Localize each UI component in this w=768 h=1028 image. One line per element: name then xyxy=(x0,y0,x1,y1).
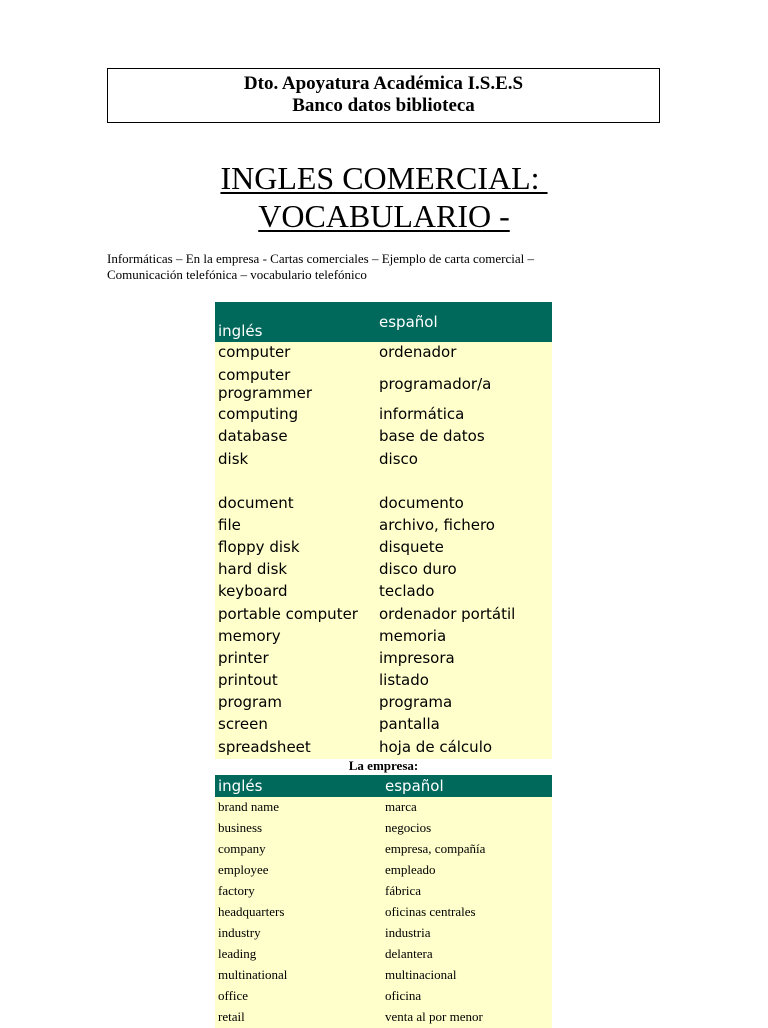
table-row xyxy=(215,986,552,1007)
topics-list xyxy=(107,251,667,283)
term-es: industria xyxy=(385,925,431,940)
table-row xyxy=(215,449,552,493)
table-row xyxy=(215,692,552,714)
term-en: floppy disk xyxy=(218,537,300,556)
table-body xyxy=(215,342,552,759)
term-es: disco duro xyxy=(379,560,457,579)
term-en: leading xyxy=(218,946,257,961)
table-header xyxy=(215,302,552,342)
table-row xyxy=(215,818,552,839)
table-row xyxy=(215,404,552,426)
term-es: base de datos xyxy=(379,427,485,446)
section-title-la-empresa: La empresa: xyxy=(348,758,419,773)
term-en: brand name xyxy=(218,799,280,814)
term-es: venta al por menor xyxy=(385,1009,483,1024)
term-en: spreadsheet xyxy=(218,737,311,756)
term-en: printer xyxy=(218,648,269,667)
term-en: computing xyxy=(218,405,299,424)
term-es: informática xyxy=(379,405,465,424)
table-row xyxy=(215,648,552,670)
table-row xyxy=(215,342,552,364)
term-en: memory xyxy=(218,626,281,645)
vocabulary-table-informatica xyxy=(215,302,552,759)
term-es: listado xyxy=(379,671,429,690)
term-en: document xyxy=(218,493,294,512)
term-en: printout xyxy=(218,671,278,690)
term-es: documento xyxy=(379,493,464,512)
table-row xyxy=(215,923,552,944)
table-row xyxy=(215,839,552,860)
table-body xyxy=(215,797,552,1028)
term-en: industry xyxy=(218,925,261,940)
column-header-espanol: español xyxy=(379,313,438,331)
table-row xyxy=(215,797,552,818)
term-en: disk xyxy=(218,449,249,468)
column-header-ingles: inglés xyxy=(218,322,263,340)
table-row xyxy=(215,493,552,515)
term-en: program xyxy=(218,693,283,712)
term-en: hard disk xyxy=(218,560,288,579)
term-en: keyboard xyxy=(218,582,288,601)
term-en: multinational xyxy=(218,967,288,982)
term-en: factory xyxy=(218,883,255,898)
term-en: business xyxy=(218,820,263,835)
term-es: oficina xyxy=(385,988,422,1003)
table-row xyxy=(215,737,552,759)
term-es: marca xyxy=(385,799,417,814)
table-row xyxy=(215,515,552,537)
topics-line-1: Informáticas – En la empresa - Cartas comerciales – Ejemplo de carta comercial – xyxy=(107,251,535,266)
term-es: empresa, compañía xyxy=(385,841,486,856)
term-en: retail xyxy=(218,1009,245,1024)
table-header xyxy=(215,775,552,797)
term-es: hoja de cálculo xyxy=(379,737,493,756)
table-row xyxy=(215,537,552,559)
term-en: portable computer xyxy=(218,604,358,623)
term-es: multinacional xyxy=(385,967,457,982)
table-row xyxy=(215,559,552,581)
table-row xyxy=(215,944,552,965)
term-en: computer xyxy=(218,343,291,361)
table-row xyxy=(215,1007,552,1028)
table-row xyxy=(215,860,552,881)
column-header-espanol: español xyxy=(385,777,444,795)
term-en: computer programmer xyxy=(218,366,313,403)
library-name: Banco datos biblioteca xyxy=(292,95,475,116)
term-en: file xyxy=(218,515,241,534)
page-title-line-2: VOCABULARIO - xyxy=(258,198,510,234)
term-es: delantera xyxy=(385,946,433,961)
column-header-ingles: inglés xyxy=(218,777,263,795)
table-row xyxy=(215,426,552,448)
table-row xyxy=(215,902,552,923)
term-es: ordenador portátil xyxy=(379,604,516,623)
table-row xyxy=(215,714,552,736)
header-box xyxy=(107,68,660,123)
term-es: empleado xyxy=(385,862,436,877)
table-row xyxy=(215,626,552,648)
term-es: fábrica xyxy=(385,883,422,898)
term-en: employee xyxy=(218,862,269,877)
term-es: programador/a xyxy=(379,375,492,394)
table-row xyxy=(215,581,552,603)
term-en: office xyxy=(218,988,249,1003)
table-row xyxy=(215,965,552,986)
table-row xyxy=(215,881,552,902)
term-es: teclado xyxy=(379,582,435,601)
vocabulary-table-empresa xyxy=(215,775,552,1028)
term-es: impresora xyxy=(379,648,455,667)
term-es: pantalla xyxy=(379,715,440,734)
term-es: disquete xyxy=(379,537,444,556)
term-en: headquarters xyxy=(218,904,285,919)
topics-line-2: Comunicación telefónica – vocabulario telefónico xyxy=(107,267,367,282)
term-es: archivo, fichero xyxy=(379,515,495,534)
term-es: oficinas centrales xyxy=(385,904,476,919)
term-es: disco xyxy=(379,449,418,468)
term-en: screen xyxy=(218,715,268,734)
term-es: programa xyxy=(379,693,453,712)
term-en: company xyxy=(218,841,266,856)
page-title-line-1: INGLES COMERCIAL: xyxy=(220,160,548,196)
term-en: database xyxy=(218,427,288,446)
department-name: Dto. Apoyatura Académica I.S.E.S xyxy=(243,73,524,94)
term-es: ordenador xyxy=(379,343,457,361)
table-row xyxy=(215,670,552,692)
table-row xyxy=(215,364,552,404)
table-row xyxy=(215,604,552,626)
term-es: negocios xyxy=(385,820,432,835)
term-es: memoria xyxy=(379,626,447,645)
